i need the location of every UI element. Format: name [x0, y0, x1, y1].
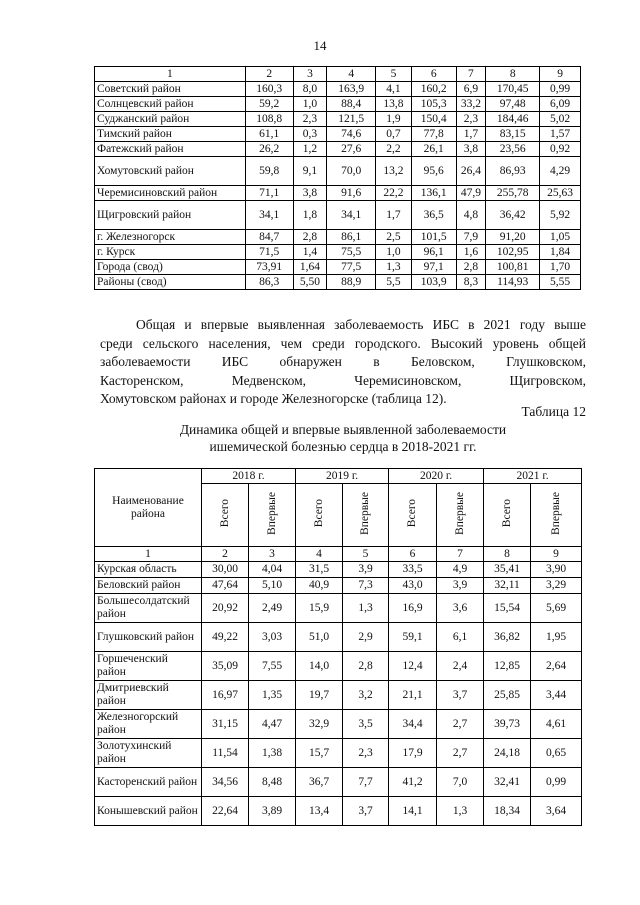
table-cell: 150,4	[411, 112, 456, 127]
table-cell: 1,57	[540, 127, 581, 142]
table-cell: 1,95	[531, 623, 582, 652]
table-cell: 25,63	[540, 186, 581, 201]
table-cell: 1,3	[343, 594, 389, 623]
table-cell: 1,3	[437, 797, 484, 826]
table-cell: 3,8	[456, 142, 486, 157]
table-cell: 2,7	[437, 739, 484, 768]
table-row	[95, 562, 582, 578]
table-cell: 1,05	[540, 230, 581, 245]
table-12-title-line: Динамика общей и впервые выявленной заболеваемости	[179, 422, 507, 437]
table-cell: 23,56	[486, 142, 540, 157]
column-header-year: 2021 г.	[484, 469, 582, 484]
table-cell: 43,0	[389, 578, 437, 594]
district-name: Золотухинский район	[95, 739, 202, 768]
table-cell: 13,8	[376, 97, 412, 112]
table-cell: 184,46	[486, 112, 540, 127]
table-row	[95, 112, 581, 127]
column-header-total	[296, 484, 343, 547]
table-12	[94, 468, 582, 826]
table-cell: 3,44	[531, 681, 582, 710]
column-header-year: 2019 г.	[296, 469, 389, 484]
column-number: 3	[249, 547, 296, 562]
table-cell: 36,5	[411, 201, 456, 230]
table-cell: 3,9	[437, 578, 484, 594]
table-cell: 0,92	[540, 142, 581, 157]
table-cell: 114,93	[486, 275, 540, 290]
table-cell: 20,92	[202, 594, 249, 623]
table-cell: 31,5	[296, 562, 343, 578]
column-header-first	[531, 484, 582, 547]
table-cell: 3,7	[343, 797, 389, 826]
table-cell: 6,9	[456, 82, 486, 97]
district-name: Конышевский район	[95, 797, 202, 826]
district-name: Черемисиновский район	[95, 186, 246, 201]
table-cell: 103,9	[411, 275, 456, 290]
table-cell: 88,9	[327, 275, 376, 290]
table-row	[95, 97, 581, 112]
table-cell: 35,09	[202, 652, 249, 681]
district-name: Железногорский район	[95, 710, 202, 739]
column-number: 5	[376, 67, 412, 82]
table-cell: 49,22	[202, 623, 249, 652]
district-name: Города (свод)	[95, 260, 246, 275]
table-cell: 47,64	[202, 578, 249, 594]
table-cell: 2,8	[293, 230, 327, 245]
table-cell: 26,4	[456, 157, 486, 186]
table-cell: 18,34	[484, 797, 531, 826]
table-row	[95, 578, 582, 594]
table-cell: 61,1	[245, 127, 293, 142]
table-cell: 2,64	[531, 652, 582, 681]
table-cell: 6,1	[437, 623, 484, 652]
table-12-title	[100, 421, 586, 455]
table-row	[95, 797, 582, 826]
table-header-row	[95, 67, 581, 82]
table-cell: 1,3	[376, 260, 412, 275]
table-cell: 15,7	[296, 739, 343, 768]
column-number: 9	[540, 67, 581, 82]
column-number: 4	[296, 547, 343, 562]
column-number: 6	[411, 67, 456, 82]
table-cell: 86,1	[327, 230, 376, 245]
table-cell: 34,4	[389, 710, 437, 739]
table-cell: 5,92	[540, 201, 581, 230]
table-cell: 33,5	[389, 562, 437, 578]
district-name: Беловский район	[95, 578, 202, 594]
table-12-label: Таблица 12	[521, 404, 586, 419]
table-cell: 3,03	[249, 623, 296, 652]
district-name: Большесолдатский район	[95, 594, 202, 623]
table-cell: 36,42	[486, 201, 540, 230]
table-cell: 3,9	[343, 562, 389, 578]
table-cell: 1,0	[376, 245, 412, 260]
table-cell: 70,0	[327, 157, 376, 186]
column-header-first	[249, 484, 296, 547]
table-row	[95, 142, 581, 157]
table-cell: 96,1	[411, 245, 456, 260]
column-number: 1	[95, 67, 246, 82]
paragraph-line: Общая и впервые выявленная заболеваемость ИБС в 2021 году выше	[136, 317, 586, 332]
table-cell: 1,8	[293, 201, 327, 230]
table-cell: 24,18	[484, 739, 531, 768]
table-cell: 86,3	[245, 275, 293, 290]
table-cell: 9,1	[293, 157, 327, 186]
column-number: 2	[245, 67, 293, 82]
table-cell: 2,49	[249, 594, 296, 623]
table-cell: 1,38	[249, 739, 296, 768]
table-cell: 1,84	[540, 245, 581, 260]
table-row	[95, 230, 581, 245]
table-cell: 13,4	[296, 797, 343, 826]
column-header-total	[484, 484, 531, 547]
table-cell: 11,54	[202, 739, 249, 768]
table-cell: 100,81	[486, 260, 540, 275]
paragraph-line: заболеваемости ИБС обнаружен в Беловском, Глушковском,	[100, 354, 586, 369]
table-cell: 36,82	[484, 623, 531, 652]
table-cell: 0,99	[531, 768, 582, 797]
table-cell: 1,0	[293, 97, 327, 112]
column-number: 3	[293, 67, 327, 82]
table-row	[95, 623, 582, 652]
vertical-label: Впервые	[265, 491, 278, 535]
table-cell: 33,2	[456, 97, 486, 112]
table-cell: 4,8	[456, 201, 486, 230]
table-cell: 27,6	[327, 142, 376, 157]
table-cell: 41,2	[389, 768, 437, 797]
table-cell: 88,4	[327, 97, 376, 112]
table-cell: 2,3	[456, 112, 486, 127]
paragraph-line: Касторенском, Медвенском, Черемисиновском, Щигровском,	[100, 372, 586, 388]
table-cell: 3,6	[437, 594, 484, 623]
table-row	[95, 652, 582, 681]
table-cell: 1,7	[376, 201, 412, 230]
table-cell: 7,55	[249, 652, 296, 681]
table-row	[95, 710, 582, 739]
table-cell: 15,9	[296, 594, 343, 623]
column-header-name: Наименование района	[95, 469, 202, 547]
table-cell: 32,11	[484, 578, 531, 594]
column-header-total	[389, 484, 437, 547]
table-cell: 7,0	[437, 768, 484, 797]
vertical-label: Впервые	[549, 491, 562, 535]
column-number: 4	[327, 67, 376, 82]
table-cell: 59,1	[389, 623, 437, 652]
column-number: 8	[486, 67, 540, 82]
table-cell: 47,9	[456, 186, 486, 201]
table-row	[95, 260, 581, 275]
table-cell: 160,3	[245, 82, 293, 97]
table-row	[95, 768, 582, 797]
table-cell: 3,29	[531, 578, 582, 594]
table-cell: 21,1	[389, 681, 437, 710]
table-cell: 17,9	[389, 739, 437, 768]
table-cell: 3,8	[293, 186, 327, 201]
table-12-title-line: ишемической болезнью сердца в 2018-2021 гг.	[209, 439, 477, 454]
table-cell: 34,56	[202, 768, 249, 797]
column-number: 2	[202, 547, 249, 562]
table-cell: 1,4	[293, 245, 327, 260]
table-cell: 2,9	[343, 623, 389, 652]
column-number: 9	[531, 547, 582, 562]
table-cell: 32,41	[484, 768, 531, 797]
table-cell: 108,8	[245, 112, 293, 127]
vertical-label: Впервые	[359, 491, 372, 535]
table-cell: 163,9	[327, 82, 376, 97]
table-cell: 1,9	[376, 112, 412, 127]
vertical-label: Всего	[500, 498, 513, 528]
table-cell: 5,02	[540, 112, 581, 127]
district-name: Районы (свод)	[95, 275, 246, 290]
table-cell: 4,61	[531, 710, 582, 739]
column-number: 1	[95, 547, 202, 562]
table-cell: 75,5	[327, 245, 376, 260]
table-row	[95, 201, 581, 230]
vertical-label: Впервые	[453, 491, 466, 535]
vertical-label: Всего	[312, 498, 325, 528]
table-cell: 4,47	[249, 710, 296, 739]
table-cell: 2,4	[437, 652, 484, 681]
table-cell: 91,6	[327, 186, 376, 201]
table-row	[95, 739, 582, 768]
vertical-label: Всего	[406, 498, 419, 528]
column-number: 7	[437, 547, 484, 562]
table-row	[95, 157, 581, 186]
paragraph-line: среди сельского населения, чем среди городского. Высокий уровень общей	[100, 335, 586, 351]
table-cell: 101,5	[411, 230, 456, 245]
table-cell: 3,90	[531, 562, 582, 578]
district-name: Щигровский район	[95, 201, 246, 230]
district-name: Дмитриевский район	[95, 681, 202, 710]
table-cell: 16,97	[202, 681, 249, 710]
table-cell: 5,69	[531, 594, 582, 623]
column-header-year: 2018 г.	[202, 469, 296, 484]
table-cell: 5,5	[376, 275, 412, 290]
table-row	[95, 681, 582, 710]
table-cell: 34,1	[327, 201, 376, 230]
table-cell: 1,7	[456, 127, 486, 142]
table-cell: 19,7	[296, 681, 343, 710]
body-paragraph	[100, 316, 586, 409]
district-name: Горшеченский район	[95, 652, 202, 681]
table-row	[95, 245, 581, 260]
table-cell: 8,0	[293, 82, 327, 97]
page-number: 14	[313, 38, 327, 53]
table-cell: 7,9	[456, 230, 486, 245]
table-cell: 2,5	[376, 230, 412, 245]
table-cell: 71,1	[245, 186, 293, 201]
table-cell: 34,1	[245, 201, 293, 230]
table-row	[95, 275, 581, 290]
district-name: г. Железногорск	[95, 230, 246, 245]
table-cell: 15,54	[484, 594, 531, 623]
table-cell: 14,0	[296, 652, 343, 681]
column-header-total	[202, 484, 249, 547]
table-row	[95, 127, 581, 142]
column-number: 5	[343, 547, 389, 562]
district-name: Касторенский район	[95, 768, 202, 797]
table-cell: 5,50	[293, 275, 327, 290]
table-cell: 2,7	[437, 710, 484, 739]
column-number-row	[95, 547, 582, 562]
table-cell: 255,78	[486, 186, 540, 201]
table-cell: 14,1	[389, 797, 437, 826]
table-cell: 160,2	[411, 82, 456, 97]
column-number: 7	[456, 67, 486, 82]
table-cell: 36,7	[296, 768, 343, 797]
column-header-first	[437, 484, 484, 547]
table-cell: 4,04	[249, 562, 296, 578]
district-name: Глушковский район	[95, 623, 202, 652]
table-cell: 2,2	[376, 142, 412, 157]
table-cell: 105,3	[411, 97, 456, 112]
table-cell: 86,93	[486, 157, 540, 186]
table-cell: 22,64	[202, 797, 249, 826]
table-cell: 26,1	[411, 142, 456, 157]
table-cell: 136,1	[411, 186, 456, 201]
table-cell: 0,3	[293, 127, 327, 142]
table-cell: 3,5	[343, 710, 389, 739]
table-cell: 32,9	[296, 710, 343, 739]
table-cell: 1,64	[293, 260, 327, 275]
table-cell: 4,9	[437, 562, 484, 578]
table-cell: 91,20	[486, 230, 540, 245]
district-name: Солнцевский район	[95, 97, 246, 112]
table-cell: 7,7	[343, 768, 389, 797]
table-cell: 2,3	[343, 739, 389, 768]
table-cell: 8,48	[249, 768, 296, 797]
table-cell: 59,8	[245, 157, 293, 186]
table-cell: 0,65	[531, 739, 582, 768]
table-cell: 102,95	[486, 245, 540, 260]
table-cell: 3,64	[531, 797, 582, 826]
table-cell: 97,1	[411, 260, 456, 275]
table-cell: 7,3	[343, 578, 389, 594]
table-cell: 25,85	[484, 681, 531, 710]
table-cell: 12,85	[484, 652, 531, 681]
table-cell: 71,5	[245, 245, 293, 260]
table-cell: 5,55	[540, 275, 581, 290]
table-cell: 3,89	[249, 797, 296, 826]
table-cell: 1,2	[293, 142, 327, 157]
table-cell: 2,3	[293, 112, 327, 127]
table-cell: 97,48	[486, 97, 540, 112]
table-cell: 35,41	[484, 562, 531, 578]
column-number: 8	[484, 547, 531, 562]
table-cell: 51,0	[296, 623, 343, 652]
table-cell: 5,10	[249, 578, 296, 594]
table-cell: 39,73	[484, 710, 531, 739]
table-cell: 77,5	[327, 260, 376, 275]
column-number: 6	[389, 547, 437, 562]
table-cell: 13,2	[376, 157, 412, 186]
district-name: Курская область	[95, 562, 202, 578]
table-cell: 3,7	[437, 681, 484, 710]
table-cell: 84,7	[245, 230, 293, 245]
table-cell: 40,9	[296, 578, 343, 594]
table-cell: 30,00	[202, 562, 249, 578]
table-row	[95, 594, 582, 623]
table-cell: 83,15	[486, 127, 540, 142]
district-name: Фатежский район	[95, 142, 246, 157]
table-cell: 2,8	[343, 652, 389, 681]
table-cell: 4,1	[376, 82, 412, 97]
table-cell: 1,70	[540, 260, 581, 275]
table-cell: 12,4	[389, 652, 437, 681]
table-cell: 0,99	[540, 82, 581, 97]
table-cell: 73,91	[245, 260, 293, 275]
table-cell: 1,6	[456, 245, 486, 260]
table-cell: 77,8	[411, 127, 456, 142]
table-cell: 74,6	[327, 127, 376, 142]
table-11-continuation	[94, 66, 581, 290]
table-cell: 22,2	[376, 186, 412, 201]
table-cell: 2,8	[456, 260, 486, 275]
table-cell: 95,6	[411, 157, 456, 186]
table-row	[95, 82, 581, 97]
table-cell: 16,9	[389, 594, 437, 623]
table-cell: 8,3	[456, 275, 486, 290]
table-cell: 121,5	[327, 112, 376, 127]
table-cell: 4,29	[540, 157, 581, 186]
table-cell: 59,2	[245, 97, 293, 112]
district-name: г. Курск	[95, 245, 246, 260]
column-header-first	[343, 484, 389, 547]
table-cell: 6,09	[540, 97, 581, 112]
district-name: Тимский район	[95, 127, 246, 142]
table-cell: 26,2	[245, 142, 293, 157]
vertical-label: Всего	[218, 498, 231, 528]
district-name: Хомутовский район	[95, 157, 246, 186]
column-header-year: 2020 г.	[389, 469, 484, 484]
table-cell: 170,45	[486, 82, 540, 97]
district-name: Суджанский район	[95, 112, 246, 127]
table-row	[95, 186, 581, 201]
paragraph-line: Хомутовском районах и городе Железногорске (таблица 12).	[100, 391, 447, 406]
table-cell: 31,15	[202, 710, 249, 739]
table-cell: 0,7	[376, 127, 412, 142]
table-cell: 1,35	[249, 681, 296, 710]
table-cell: 3,2	[343, 681, 389, 710]
district-name: Советский район	[95, 82, 246, 97]
